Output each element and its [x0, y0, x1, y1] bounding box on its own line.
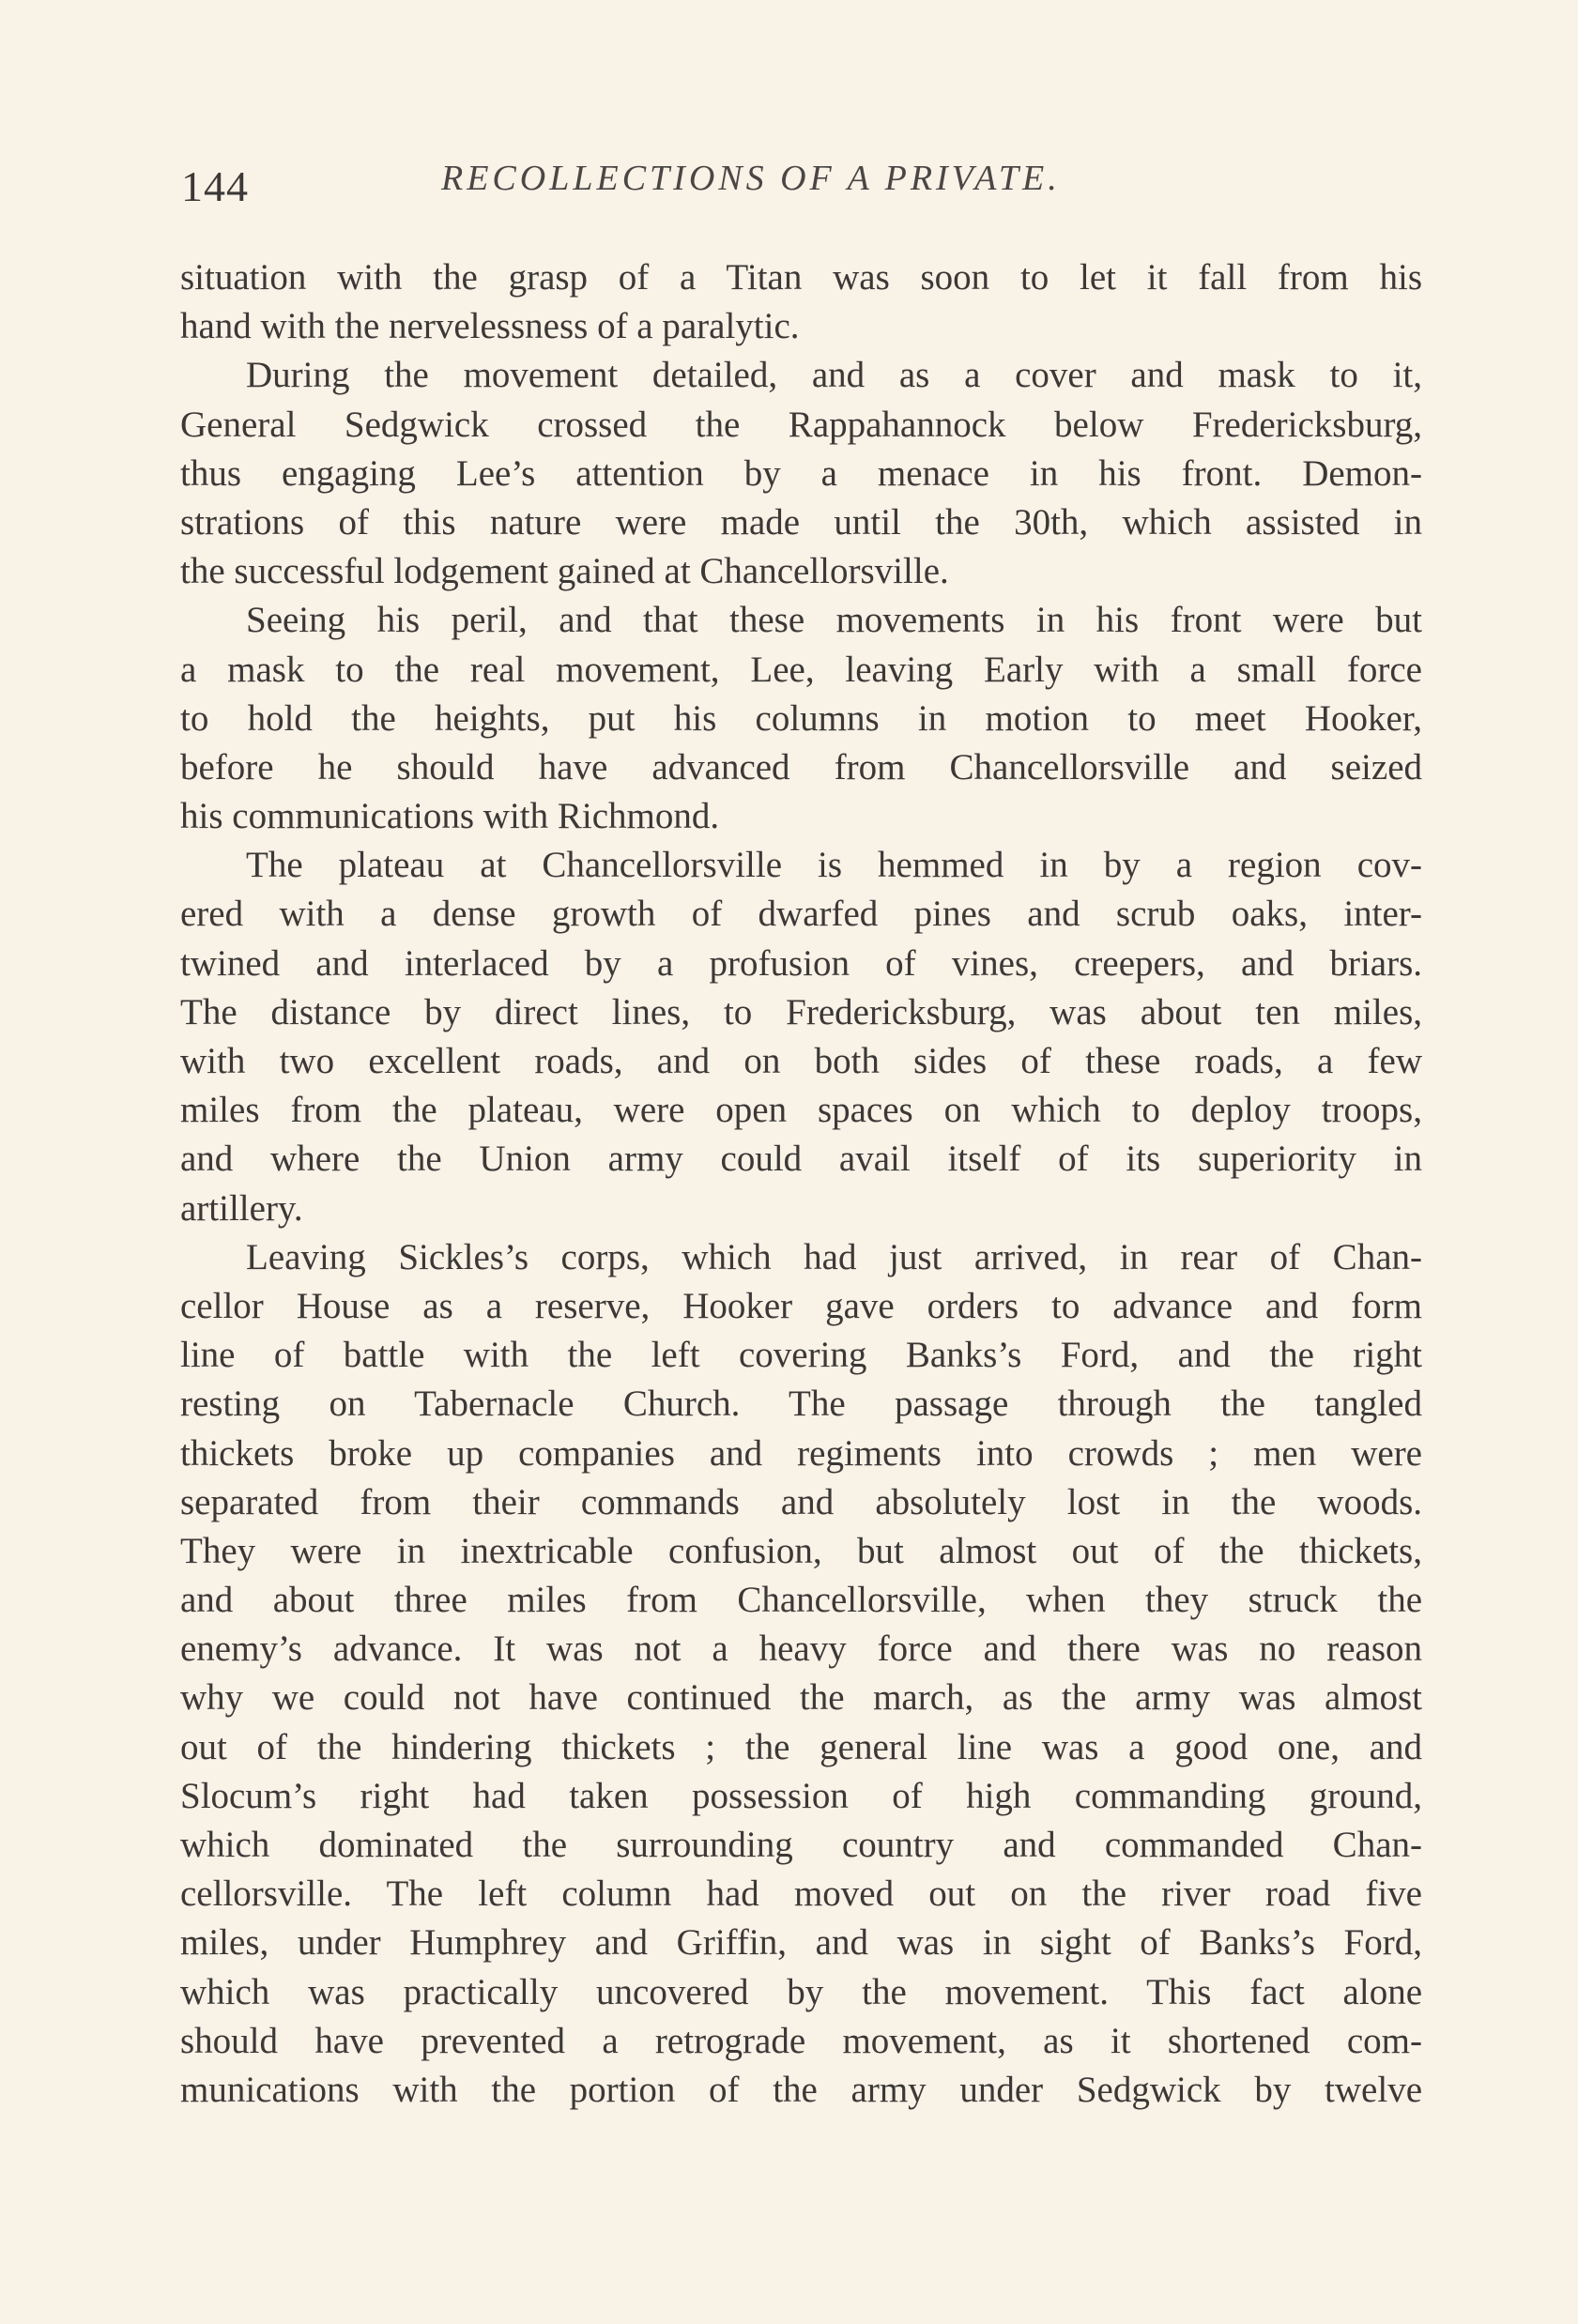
page-number: 144 — [181, 162, 249, 210]
text-line: cellorsville. The left column had moved out on the river road five — [180, 1873, 1422, 1915]
text-line: to hold the heights, put his columns in motion to meet Hooker, — [180, 697, 1422, 739]
text-line: miles from the plateau, were open spaces on which to deploy troops, — [180, 1090, 1422, 1131]
body-text — [180, 253, 1422, 2115]
text-line: ered with a dense growth of dwarfed pines and scrub oaks, inter- — [180, 894, 1422, 935]
text-line: The distance by direct lines, to Fredericksburg, was about ten miles, — [180, 991, 1422, 1032]
text-line: miles, under Humphrey and Griffin, and was in sight of Banks’s Ford, — [180, 1922, 1422, 1964]
paragraph — [180, 596, 1422, 841]
text-line: Leaving Sickles’s corps, which had just arrived, in rear of Chan- — [246, 1236, 1422, 1277]
text-line: twined and interlaced by a profusion of vines, creepers, and briars. — [180, 942, 1422, 984]
text-line: should have prevented a retrograde movement, as it shortened com- — [180, 2020, 1422, 2061]
paragraph — [180, 841, 1422, 1233]
text-line: separated from their commands and absolutely lost in the woods. — [180, 1481, 1422, 1522]
text-line: hand with the nervelessness of a paralytic. — [180, 306, 800, 347]
text-line: thickets broke up companies and regiments into crowds ; men were — [180, 1432, 1422, 1474]
text-line: thus engaging Lee’s attention by a menace in his front. Demon- — [180, 452, 1422, 494]
text-line: Seeing his peril, and that these movements in his front were but — [246, 600, 1422, 641]
text-line: before he should have advanced from Chancellorsville and seized — [180, 746, 1422, 787]
text-line: Slocum’s right had taken possession of high commanding ground, — [180, 1775, 1422, 1816]
text-line: During the movement detailed, and as a cover and mask to it, — [246, 355, 1422, 396]
paragraph — [180, 1233, 1422, 2115]
text-line: why we could not have continued the march, as the army was almost — [180, 1677, 1422, 1719]
text-line: line of battle with the left covering Banks’s Ford, and the right — [180, 1335, 1422, 1376]
text-line: cellor House as a reserve, Hooker gave orders to advance and form — [180, 1285, 1422, 1326]
text-line: a mask to the real movement, Lee, leaving Early with a small force — [180, 649, 1422, 690]
text-line: which dominated the surrounding country and commanded Chan- — [180, 1825, 1422, 1865]
paragraph — [180, 351, 1422, 596]
text-line: munications with the portion of the army under Sedgwick by twelve — [180, 2069, 1422, 2110]
text-line: artillery. — [180, 1187, 303, 1229]
text-line: The plateau at Chancellorsville is hemmed in by a region cov- — [246, 845, 1422, 886]
text-line: and about three miles from Chancellorsville, when they struck the — [180, 1580, 1422, 1621]
text-line: with two excellent roads, and on both sides of these roads, a few — [180, 1041, 1422, 1081]
text-line: his communications with Richmond. — [180, 796, 720, 837]
text-line: strations of this nature were made until the 30th, which assisted in — [180, 501, 1422, 543]
text-line: enemy’s advance. It was not a heavy force and there was no reason — [180, 1628, 1422, 1670]
paragraph — [180, 253, 1422, 351]
running-title: RECOLLECTIONS OF A PRIVATE. — [441, 159, 1061, 198]
text-line: and where the Union army could avail itself of its superiority in — [180, 1139, 1422, 1180]
text-line: They were in inextricable confusion, but almost out of the thickets, — [180, 1530, 1422, 1571]
text-line: which was practically uncovered by the movement. This fact alone — [180, 1971, 1422, 2012]
text-line: the successful lodgement gained at Chancellorsville. — [180, 551, 949, 592]
text-line: resting on Tabernacle Church. The passage through the tangled — [180, 1384, 1422, 1425]
text-line: out of the hindering thickets ; the general line was a good one, and — [180, 1726, 1422, 1767]
text-line: General Sedgwick crossed the Rappahannock below Fredericksburg, — [180, 404, 1422, 445]
text-line: situation with the grasp of a Titan was soon to let it fall from his — [180, 257, 1422, 298]
